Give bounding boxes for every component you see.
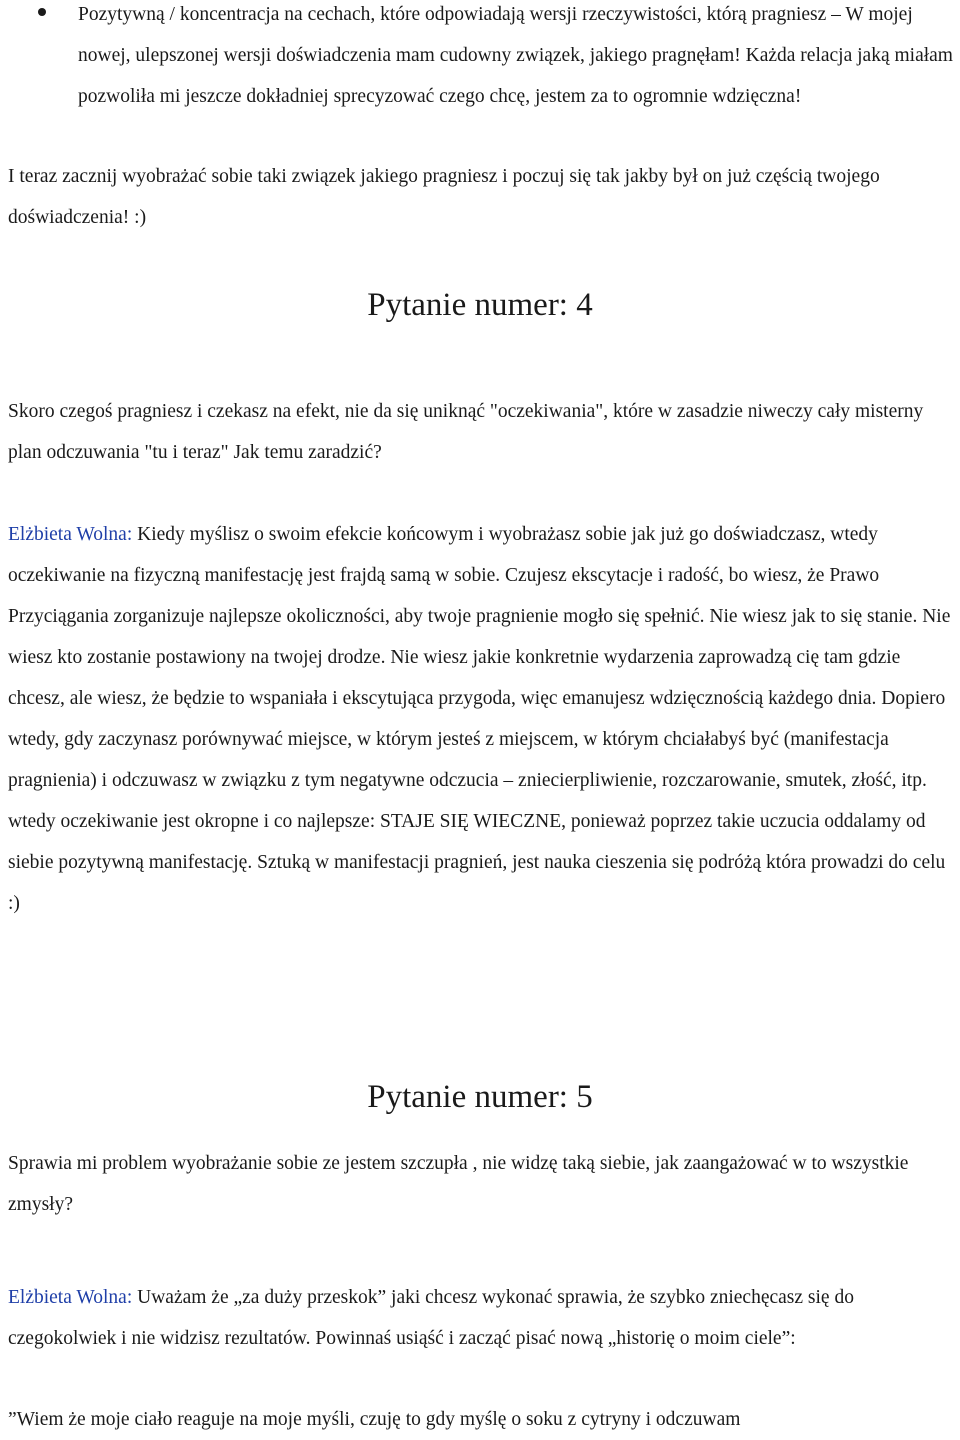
speaker-name: Elżbieta Wolna: xyxy=(8,524,133,545)
bullet-icon xyxy=(38,8,46,16)
bullet-paragraph: Pozytywną / koncentracja na cechach, które odpowiadają wersji rzeczywistości, którą pragniesz – W mojej nowej, ulepszonej wersji doświadczenia mam cudowny związek, jakiego pragnęłam! Każda relacja jaką miałam pozwoliła mi jeszcze dokładniej sprecyzować czego chcę, jestem za to ogromnie wdzięczna! xyxy=(78,4,953,107)
intro-follow-paragraph: I teraz zacznij wyobrażać sobie taki związek jakiego pragniesz i poczuj się tak jakby był on już częścią twojego doświadczenia! :) xyxy=(8,166,880,228)
answer-4-paragraph xyxy=(8,514,956,924)
question-4-heading: Pytanie numer: 4 xyxy=(367,287,593,323)
question-5-text: Sprawia mi problem wyobrażanie sobie ze jestem szczupła , nie widzę taką siebie, jak zaangażować w to wszystkie zmysły? xyxy=(8,1153,909,1215)
answer-5-text: Uważam że „za duży przeskok” jaki chcesz wykonać sprawia, że szybko zniechęcasz się do czegokolwiek i nie widzisz rezultatów. Powinnaś usiąść i zacząć pisać nową „historię o moim ciele”: xyxy=(8,1287,854,1349)
answer-4-text: Kiedy myślisz o swoim efekcie końcowym i wyobrażasz sobie jak już go doświadczasz, wtedy oczekiwanie na fizyczną manifestację jest frajdą samą w sobie. Czujesz ekscytacje i radość, bo wiesz, że Prawo Przyciągania zorganizuje najlepsze okoliczności, aby twoje pragnienie mogło się spełnić. Nie wiesz jak to się stanie. Nie wiesz kto zostanie postawiony na twojej drodze. Nie wiesz jakie konkretnie wydarzenia zaprowadzą cię tam gdzie chcesz, ale wiesz, że będzie to wspaniała i ekscytująca przygoda, więc emanujesz wdzięcznością każdego dnia. Dopiero wtedy, gdy zaczynasz porównywać miejsce, w którym jesteś z miejscem, w którym chciałabyś być (manifestacja pragnienia) i odczuwasz w związku z tym negatywne odczucia – zniecierpliwienie, rozczarowanie, smutek, złość, itp. wtedy oczekiwanie jest okropne i co najlepsze: STAJE SIĘ WIECZNE, ponieważ poprzez takie uczucia oddalamy od siebie pozytywną manifestację. Sztuką w manifestacji pragnień, jest nauka cieszenia się podróżą która prowadzi do celu :) xyxy=(8,524,951,914)
quote-paragraph: ”Wiem że moje ciało reaguje na moje myśli, czuję to gdy myślę o soku z cytryny i odczuwam xyxy=(8,1409,741,1430)
speaker-name: Elżbieta Wolna: xyxy=(8,1287,133,1308)
question-5-heading: Pytanie numer: 5 xyxy=(367,1079,593,1115)
question-4-text: Skoro czegoś pragniesz i czekasz na efekt, nie da się uniknąć "oczekiwania", które w zasadzie niweczy cały misterny plan odczuwania "tu i teraz" Jak temu zaradzić? xyxy=(8,401,924,463)
answer-5-paragraph xyxy=(8,1277,956,1359)
